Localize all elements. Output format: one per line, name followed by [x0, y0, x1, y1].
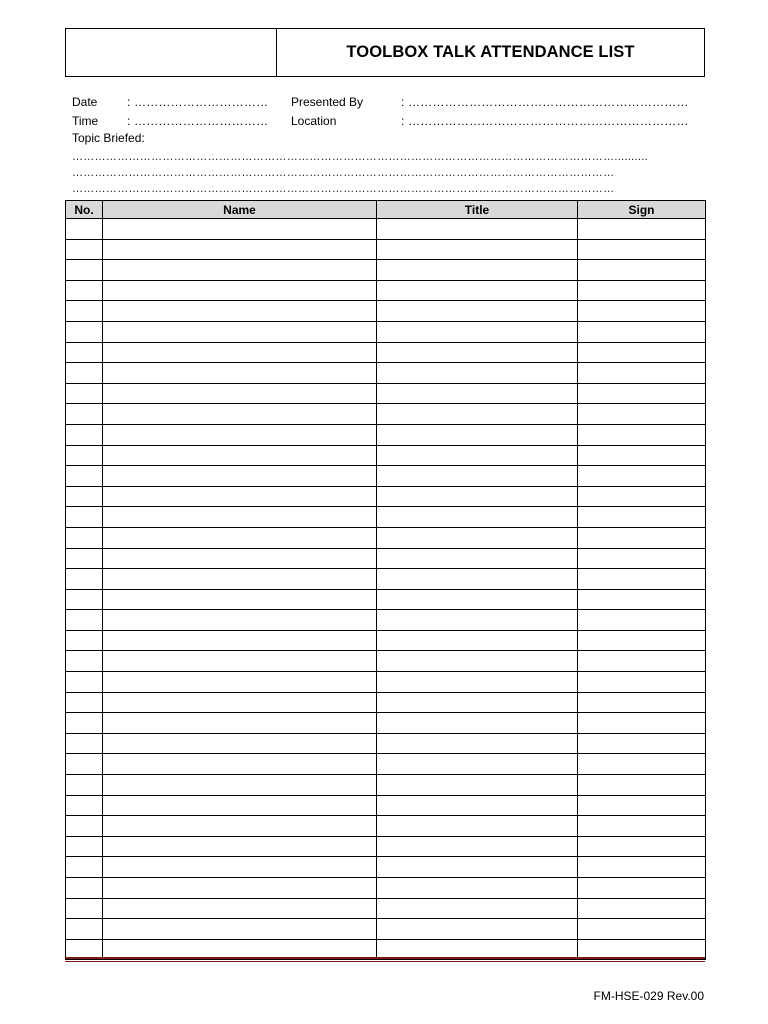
- table-row: [66, 569, 706, 590]
- title-cell[interactable]: [377, 651, 578, 672]
- no-cell[interactable]: [66, 219, 103, 240]
- name-cell[interactable]: [103, 404, 377, 425]
- no-cell[interactable]: [66, 527, 103, 548]
- table-row: [66, 280, 706, 301]
- name-cell[interactable]: [103, 363, 377, 384]
- no-cell[interactable]: [66, 857, 103, 878]
- no-cell[interactable]: [66, 878, 103, 899]
- title-cell[interactable]: [377, 301, 578, 322]
- name-cell[interactable]: [103, 321, 377, 342]
- title-cell[interactable]: [377, 383, 578, 404]
- no-cell[interactable]: [66, 898, 103, 919]
- table-row: [66, 878, 706, 899]
- sign-cell[interactable]: [578, 816, 706, 837]
- title-cell[interactable]: [377, 857, 578, 878]
- title-cell[interactable]: [377, 836, 578, 857]
- name-cell[interactable]: [103, 816, 377, 837]
- name-cell[interactable]: [103, 775, 377, 796]
- presented-by-label: Presented By: [291, 95, 364, 109]
- no-cell[interactable]: [66, 589, 103, 610]
- name-cell[interactable]: [103, 424, 377, 445]
- no-cell[interactable]: [66, 713, 103, 734]
- sign-cell[interactable]: [578, 610, 706, 631]
- no-cell[interactable]: [66, 836, 103, 857]
- title-cell[interactable]: [377, 363, 578, 384]
- table-row: [66, 342, 706, 363]
- no-cell[interactable]: [66, 630, 103, 651]
- table-row: [66, 548, 706, 569]
- time-label: Time: [72, 114, 99, 128]
- name-cell[interactable]: [103, 713, 377, 734]
- title-cell[interactable]: [377, 404, 578, 425]
- sign-cell[interactable]: [578, 713, 706, 734]
- no-cell[interactable]: [66, 260, 103, 281]
- name-cell[interactable]: [103, 878, 377, 899]
- no-cell[interactable]: [66, 672, 103, 693]
- sign-cell[interactable]: [578, 795, 706, 816]
- name-cell[interactable]: [103, 219, 377, 240]
- table-row: [66, 857, 706, 878]
- title-cell[interactable]: [377, 816, 578, 837]
- name-cell[interactable]: [103, 569, 377, 590]
- table-row: [66, 919, 706, 940]
- table-row: [66, 383, 706, 404]
- sign-cell[interactable]: [578, 486, 706, 507]
- name-cell[interactable]: [103, 466, 377, 487]
- name-cell[interactable]: [103, 445, 377, 466]
- topic-line-1[interactable]: ………………………………………………………………………………………………………………………………..........: [72, 151, 648, 163]
- date-field[interactable]: : ……………………………: [127, 95, 269, 109]
- no-cell[interactable]: [66, 733, 103, 754]
- name-cell[interactable]: [103, 610, 377, 631]
- sign-cell[interactable]: [578, 404, 706, 425]
- table-row: [66, 466, 706, 487]
- name-cell[interactable]: [103, 754, 377, 775]
- title-cell[interactable]: [377, 672, 578, 693]
- table-row: [66, 836, 706, 857]
- sign-cell[interactable]: [578, 569, 706, 590]
- header-box: [65, 28, 705, 77]
- title-cell[interactable]: [377, 919, 578, 940]
- table-row: [66, 219, 706, 240]
- name-cell[interactable]: [103, 733, 377, 754]
- sign-cell[interactable]: [578, 733, 706, 754]
- title-cell[interactable]: [377, 507, 578, 528]
- sign-cell[interactable]: [578, 321, 706, 342]
- time-field[interactable]: : ……………………………: [127, 114, 269, 128]
- sign-cell[interactable]: [578, 445, 706, 466]
- sign-cell[interactable]: [578, 342, 706, 363]
- name-cell[interactable]: [103, 507, 377, 528]
- title-cell[interactable]: [377, 898, 578, 919]
- sign-cell[interactable]: [578, 919, 706, 940]
- sign-cell[interactable]: [578, 363, 706, 384]
- no-cell[interactable]: [66, 569, 103, 590]
- sign-cell[interactable]: [578, 219, 706, 240]
- location-field[interactable]: : ……………………………………………………………: [401, 114, 689, 128]
- footer-rule: [65, 957, 705, 959]
- title-cell[interactable]: [377, 589, 578, 610]
- name-cell[interactable]: [103, 383, 377, 404]
- table-row: [66, 424, 706, 445]
- table-row: [66, 239, 706, 260]
- title-cell[interactable]: [377, 713, 578, 734]
- name-cell[interactable]: [103, 342, 377, 363]
- name-cell[interactable]: [103, 795, 377, 816]
- sign-cell[interactable]: [578, 836, 706, 857]
- no-cell[interactable]: [66, 404, 103, 425]
- name-cell[interactable]: [103, 692, 377, 713]
- name-cell[interactable]: [103, 857, 377, 878]
- table-row: [66, 733, 706, 754]
- name-cell[interactable]: [103, 301, 377, 322]
- no-cell[interactable]: [66, 445, 103, 466]
- title-cell[interactable]: [377, 280, 578, 301]
- no-cell[interactable]: [66, 610, 103, 631]
- table-row: [66, 527, 706, 548]
- table-row: [66, 610, 706, 631]
- footer-rule-thin: [65, 961, 705, 962]
- sign-cell[interactable]: [578, 898, 706, 919]
- sign-cell[interactable]: [578, 280, 706, 301]
- table-row: [66, 672, 706, 693]
- no-cell[interactable]: [66, 424, 103, 445]
- title-cell[interactable]: [377, 692, 578, 713]
- name-cell[interactable]: [103, 630, 377, 651]
- no-cell[interactable]: [66, 507, 103, 528]
- title-cell[interactable]: [377, 754, 578, 775]
- no-cell[interactable]: [66, 342, 103, 363]
- name-cell[interactable]: [103, 527, 377, 548]
- name-cell[interactable]: [103, 239, 377, 260]
- title-cell[interactable]: [377, 486, 578, 507]
- sign-cell[interactable]: [578, 589, 706, 610]
- location-label: Location: [291, 114, 337, 128]
- name-cell[interactable]: [103, 919, 377, 940]
- no-cell[interactable]: [66, 692, 103, 713]
- sign-cell[interactable]: [578, 507, 706, 528]
- title-cell[interactable]: [377, 219, 578, 240]
- title-cell[interactable]: [377, 548, 578, 569]
- name-cell[interactable]: [103, 280, 377, 301]
- table-row: [66, 775, 706, 796]
- attendance-table: [65, 200, 706, 960]
- table-row: [66, 301, 706, 322]
- name-cell[interactable]: [103, 836, 377, 857]
- col-header-sign: Sign: [578, 201, 706, 219]
- no-cell[interactable]: [66, 651, 103, 672]
- title-cell[interactable]: [377, 342, 578, 363]
- sign-cell[interactable]: [578, 857, 706, 878]
- no-cell[interactable]: [66, 754, 103, 775]
- title-cell[interactable]: [377, 239, 578, 260]
- no-cell[interactable]: [66, 321, 103, 342]
- sign-cell[interactable]: [578, 878, 706, 899]
- title-cell[interactable]: [377, 466, 578, 487]
- table-row: [66, 816, 706, 837]
- col-header-no: No.: [66, 201, 103, 219]
- table-header-row: [66, 201, 706, 219]
- page-title: TOOLBOX TALK ATTENDANCE LIST: [346, 43, 635, 61]
- no-cell[interactable]: [66, 775, 103, 796]
- name-cell[interactable]: [103, 589, 377, 610]
- sign-cell[interactable]: [578, 424, 706, 445]
- name-cell[interactable]: [103, 672, 377, 693]
- no-cell[interactable]: [66, 795, 103, 816]
- no-cell[interactable]: [66, 466, 103, 487]
- col-header-name: Name: [103, 201, 377, 219]
- form-code: FM-HSE-029 Rev.00: [593, 989, 704, 1003]
- logo-cell: [66, 29, 277, 76]
- title-cell[interactable]: [377, 260, 578, 281]
- no-cell[interactable]: [66, 816, 103, 837]
- no-cell[interactable]: [66, 919, 103, 940]
- sign-cell[interactable]: [578, 527, 706, 548]
- name-cell[interactable]: [103, 651, 377, 672]
- title-cell[interactable]: [377, 445, 578, 466]
- title-cell[interactable]: [377, 424, 578, 445]
- topic-line-3[interactable]: ………………………………………………………………………………………………………………………………: [72, 183, 615, 195]
- title-cell[interactable]: [377, 795, 578, 816]
- no-cell[interactable]: [66, 363, 103, 384]
- topic-line-2[interactable]: ………………………………………………………………………………………………………………………………: [72, 167, 615, 179]
- topic-briefed-label: Topic Briefed:: [72, 131, 145, 145]
- no-cell[interactable]: [66, 486, 103, 507]
- table-row: [66, 692, 706, 713]
- name-cell[interactable]: [103, 898, 377, 919]
- table-row: [66, 507, 706, 528]
- table-row: [66, 589, 706, 610]
- table-row: [66, 898, 706, 919]
- sign-cell[interactable]: [578, 775, 706, 796]
- no-cell[interactable]: [66, 383, 103, 404]
- sign-cell[interactable]: [578, 754, 706, 775]
- table-row: [66, 363, 706, 384]
- table-row: [66, 795, 706, 816]
- name-cell[interactable]: [103, 486, 377, 507]
- presented-by-field[interactable]: : ……………………………………………………………: [401, 95, 689, 109]
- no-cell[interactable]: [66, 301, 103, 322]
- sign-cell[interactable]: [578, 548, 706, 569]
- sign-cell[interactable]: [578, 260, 706, 281]
- table-row: [66, 260, 706, 281]
- sign-cell[interactable]: [578, 466, 706, 487]
- table-row: [66, 321, 706, 342]
- table-row: [66, 713, 706, 734]
- table-row: [66, 651, 706, 672]
- no-cell[interactable]: [66, 548, 103, 569]
- title-cell[interactable]: [377, 321, 578, 342]
- title-cell[interactable]: [377, 610, 578, 631]
- title-cell[interactable]: [377, 569, 578, 590]
- name-cell[interactable]: [103, 548, 377, 569]
- title-cell[interactable]: [377, 630, 578, 651]
- date-label: Date: [72, 95, 98, 109]
- sign-cell[interactable]: [578, 383, 706, 404]
- title-cell[interactable]: [377, 775, 578, 796]
- sign-cell[interactable]: [578, 692, 706, 713]
- sign-cell[interactable]: [578, 651, 706, 672]
- table-row: [66, 754, 706, 775]
- title-cell[interactable]: [377, 878, 578, 899]
- info-row-time: [72, 112, 702, 131]
- table-row: [66, 445, 706, 466]
- name-cell[interactable]: [103, 260, 377, 281]
- no-cell[interactable]: [66, 239, 103, 260]
- sign-cell[interactable]: [578, 301, 706, 322]
- table-row: [66, 630, 706, 651]
- no-cell[interactable]: [66, 280, 103, 301]
- title-cell[interactable]: [377, 527, 578, 548]
- sign-cell[interactable]: [578, 630, 706, 651]
- info-row-date: [72, 93, 702, 112]
- title-cell[interactable]: [377, 733, 578, 754]
- sign-cell[interactable]: [578, 239, 706, 260]
- sign-cell[interactable]: [578, 672, 706, 693]
- attendance-table-body: [66, 219, 706, 960]
- table-row: [66, 486, 706, 507]
- table-row: [66, 404, 706, 425]
- col-header-title: Title: [377, 201, 578, 219]
